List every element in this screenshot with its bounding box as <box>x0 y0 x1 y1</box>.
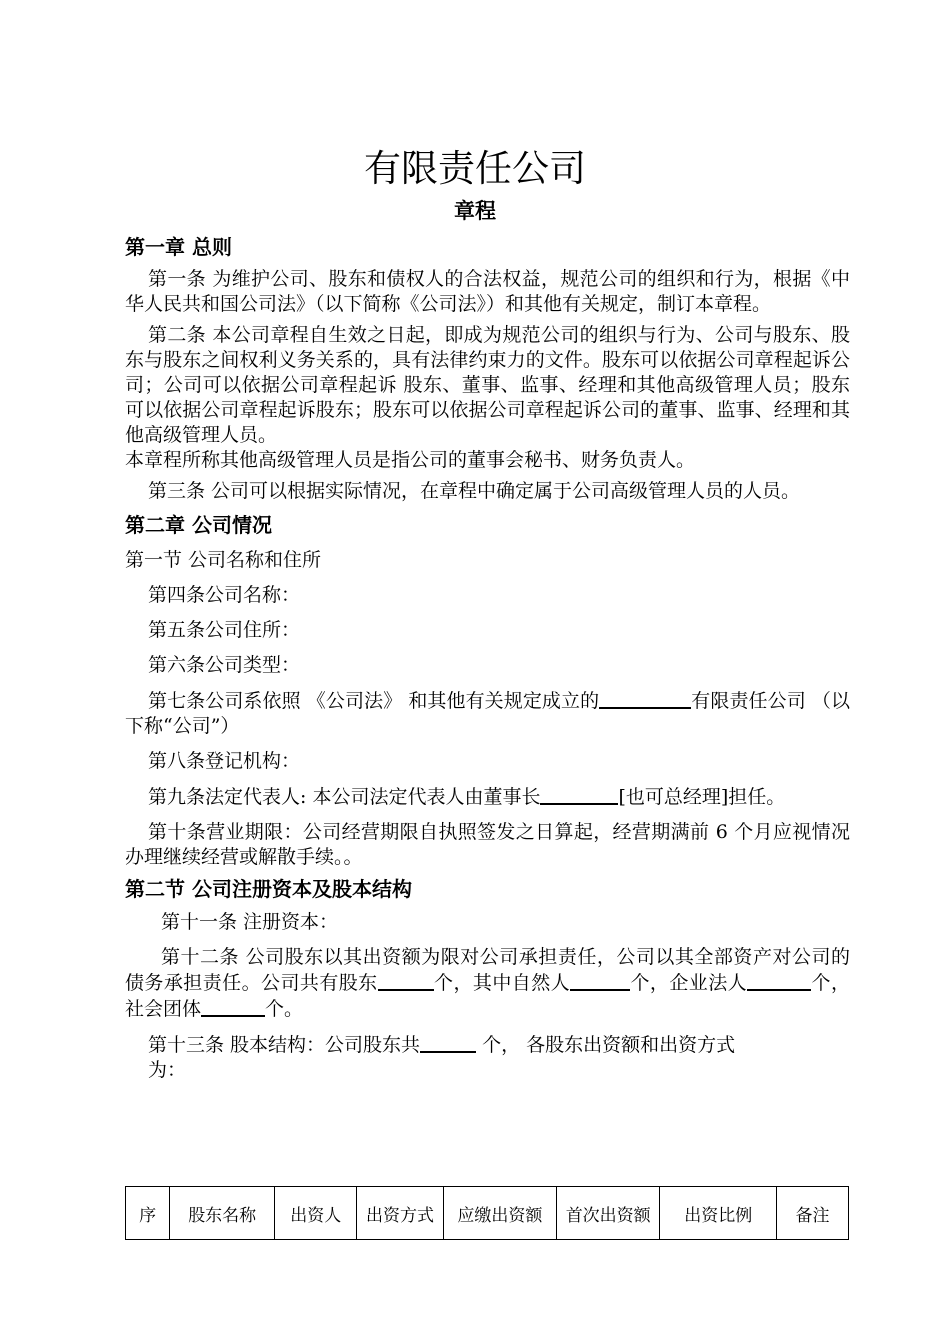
article-6: 第六条公司类型： <box>148 654 301 676</box>
article-12-text-e: 个。 <box>265 998 304 1020</box>
article-12-text-b: 个，其中自然人 <box>433 972 571 994</box>
article-13-continuation: 为： <box>148 1059 187 1081</box>
chapter-1-heading: 第一章 总则 <box>125 235 232 259</box>
table-header-cell: 出资比例 <box>660 1187 777 1240</box>
document-body <box>125 232 850 1083</box>
shareholder-table <box>125 1186 849 1240</box>
article-4: 第四条公司名称： <box>148 584 301 606</box>
article-12-blank-natural-persons <box>570 970 630 991</box>
article-12-blank-legal-persons <box>747 970 811 991</box>
article-12-text-c: 个，企业法人 <box>630 972 748 994</box>
article-9 <box>125 784 850 810</box>
article-12-text-d: 个，社会团体 <box>125 972 850 1020</box>
article-5: 第五条公司住所： <box>148 619 301 641</box>
article-12-blank-social-groups <box>201 996 265 1017</box>
article-1: 第一条 为维护公司、股东和债权人的合法权益，规范公司的组织和行为，根据《中华人民共和国公司法》（以下简称《公司法》）和其他有关规定，制订本章程。 <box>125 268 850 315</box>
article-9-blank <box>540 784 618 805</box>
article-7-text-a: 第七条公司系依照 《公司法》 和其他有关规定成立的 <box>148 690 600 712</box>
table-header-cell: 出资方式 <box>357 1187 443 1240</box>
article-7 <box>125 688 850 739</box>
table-header-cell: 股东名称 <box>170 1187 275 1240</box>
table-header-cell: 首次出资额 <box>556 1187 659 1240</box>
document-subtitle: 章程 <box>454 199 496 223</box>
article-13-blank <box>420 1032 476 1053</box>
article-9-text-a: 第九条法定代表人: 本公司法定代表人由董事长 <box>148 786 541 808</box>
article-12-text-a: 第十二条 公司股东以其出资额为限对公司承担责任，公司以其全部资产对公司的债务承担责任。公司共有股东 <box>125 946 850 994</box>
article-9-text-b: [也可总经理]担任。 <box>618 786 786 808</box>
article-7-text-b: 有限责任公司 （以下称“公司”） <box>125 690 850 737</box>
table-header-cell: 应缴出资额 <box>443 1187 556 1240</box>
article-13 <box>125 1032 850 1058</box>
article-13-text-b: 个， 各股东出资额和出资方式 <box>476 1034 736 1056</box>
article-12-blank-shareholders <box>378 970 434 991</box>
article-3: 第三条 公司可以根据实际情况，在章程中确定属于公司高级管理人员的人员。 <box>148 480 801 502</box>
article-8: 第八条登记机构： <box>148 750 301 772</box>
section-2-heading: 第二节 公司注册资本及股本结构 <box>125 877 412 901</box>
article-7-blank <box>599 688 691 709</box>
section-1-heading: 第一节 公司名称和住所 <box>125 549 322 571</box>
table-header-cell: 出资人 <box>275 1187 357 1240</box>
article-12 <box>125 945 850 1022</box>
table-header-cell: 序 <box>126 1187 170 1240</box>
article-13-text-a: 第十三条 股本结构：公司股东共 <box>148 1034 421 1056</box>
chapter-2-heading: 第二章 公司情况 <box>125 513 272 537</box>
table-header-row <box>126 1187 849 1240</box>
table-header-cell: 备注 <box>777 1187 849 1240</box>
article-2: 第二条 本公司章程自生效之日起，即成为规范公司的组织与行为、公司与股东、股东与股东之间权利义务关系的，具有法律约束力的文件。股东可以依据公司章程起诉公司；公司可以依据公司章程起诉 股东、董事、监事、经理和其他高级管理人员；股东可以依据公司章程起诉股东；股东可以依据公司章程起诉公司的董事、监事、经理和其他高级管理人员。 <box>125 324 850 446</box>
document-title: 有限责任公司 <box>364 147 586 190</box>
article-11: 第十一条 注册资本： <box>161 911 339 933</box>
article-2-note: 本章程所称其他高级管理人员是指公司的董事会秘书、财务负责人。 <box>125 449 696 471</box>
article-10: 第十条营业期限：公司经营期限自执照签发之日算起，经营期满前 6 个月应视情况办理继续经营或解散手续。。 <box>125 821 850 868</box>
